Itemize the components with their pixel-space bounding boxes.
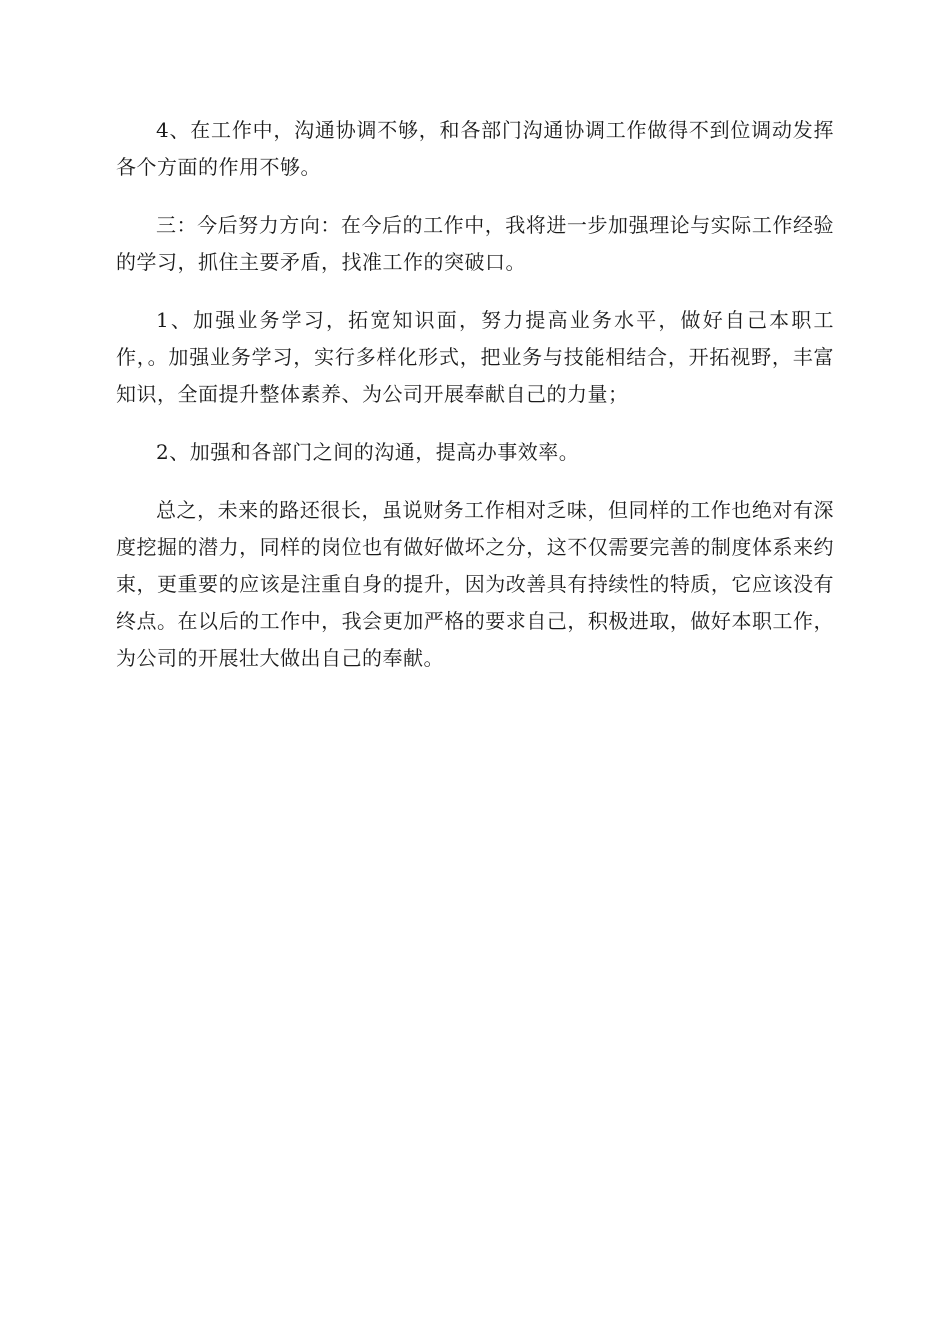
paragraph-department-communication: 2、加强和各部门之间的沟通，提高办事效率。 (156, 440, 580, 464)
document-body (116, 112, 834, 698)
paragraph-conclusion: 总之，未来的路还很长，虽说财务工作相对乏味，但同样的工作也绝对有深度挖掘的潜力，同样的岗位也有做好做坏之分，这不仅需要完善的制度体系来约束，更重要的应该是注重自身的提升，因为改善具有持续性的特质，它应该没有终点。在以后的工作中，我会更加严格的要求自己，积极进取，做好本职工作，为公司的开展壮大做出自己的奉献。 (116, 498, 834, 670)
paragraph-communication-issue: 4、在工作中，沟通协调不够，和各部门沟通协调工作做得不到位调动发挥各个方面的作用不够。 (116, 118, 834, 179)
paragraph-future-direction: 三：今后努力方向：在今后的工作中，我将进一步加强理论与实际工作经验的学习，抓住主要矛盾，找准工作的突破口。 (116, 213, 834, 274)
paragraph-business-study: 1、加强业务学习，拓宽知识面，努力提高业务水平，做好自己本职工作，。加强业务学习，实行多样化形式，把业务与技能相结合，开拓视野，丰富知识，全面提升整体素养、为公司开展奉献自己的力量； (116, 308, 834, 406)
